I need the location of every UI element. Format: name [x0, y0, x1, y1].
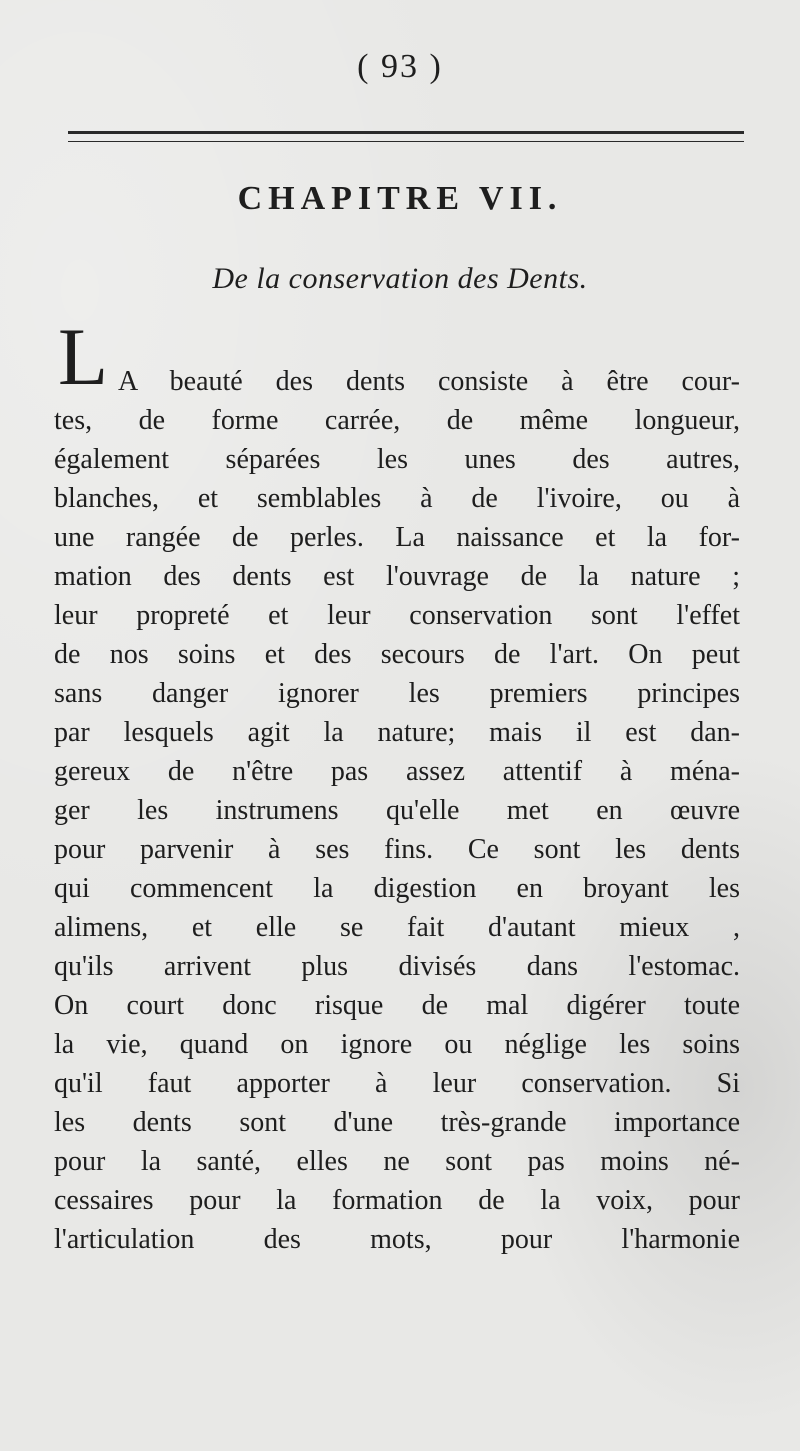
text-line: une rangée de perles. La naissance et la for- — [54, 522, 740, 553]
text-line: l'articulation des mots, pour l'harmonie — [54, 1224, 740, 1255]
text-line: On court donc risque de mal digérer toute — [54, 990, 740, 1021]
page-number: ( 93 ) — [357, 48, 443, 85]
text-line: sans danger ignorer les premiers principes — [54, 678, 740, 709]
chapter-subtitle: De la conservation des Dents. — [212, 262, 588, 295]
text-line: de nos soins et des secours de l'art. On peut — [54, 639, 740, 670]
text-line: leur propreté et leur conservation sont l'effet — [54, 600, 740, 631]
text-line: qui commencent la digestion en broyant les — [54, 873, 740, 904]
text-line: cessaires pour la formation de la voix, pour — [54, 1185, 740, 1216]
chapter-title: CHAPITRE VII. — [237, 180, 563, 217]
text-line: la vie, quand on ignore ou néglige les soins — [54, 1029, 740, 1060]
text-line: par lesquels agit la nature; mais il est dan- — [54, 717, 740, 748]
text-line: ger les instrumens qu'elle met en œuvre — [54, 795, 740, 826]
text-line: qu'ils arrivent plus divisés dans l'estomac. — [54, 951, 740, 982]
text-line: qu'il faut apporter à leur conservation. Si — [54, 1068, 740, 1099]
text-line: également séparées les unes des autres, — [54, 444, 740, 475]
text-line: tes, de forme carrée, de même longueur, — [54, 405, 740, 436]
text-line: les dents sont d'une très-grande importance — [54, 1107, 740, 1138]
drop-cap: L — [58, 311, 109, 402]
text-line: gereux de n'être pas assez attentif à ména- — [54, 756, 740, 787]
header-rule-thick — [68, 131, 744, 134]
text-line: alimens, et elle se fait d'autant mieux , — [54, 912, 740, 943]
text-line: pour parvenir à ses fins. Ce sont les dents — [54, 834, 740, 865]
text-line: pour la santé, elles ne sont pas moins né- — [54, 1146, 740, 1177]
text-line: blanches, et semblables à de l'ivoire, ou à — [54, 483, 740, 514]
header-rule-thin — [68, 141, 744, 142]
text-line: A beauté des dents consiste à être cour- — [118, 366, 740, 397]
text-line: mation des dents est l'ouvrage de la nature ; — [54, 561, 740, 592]
